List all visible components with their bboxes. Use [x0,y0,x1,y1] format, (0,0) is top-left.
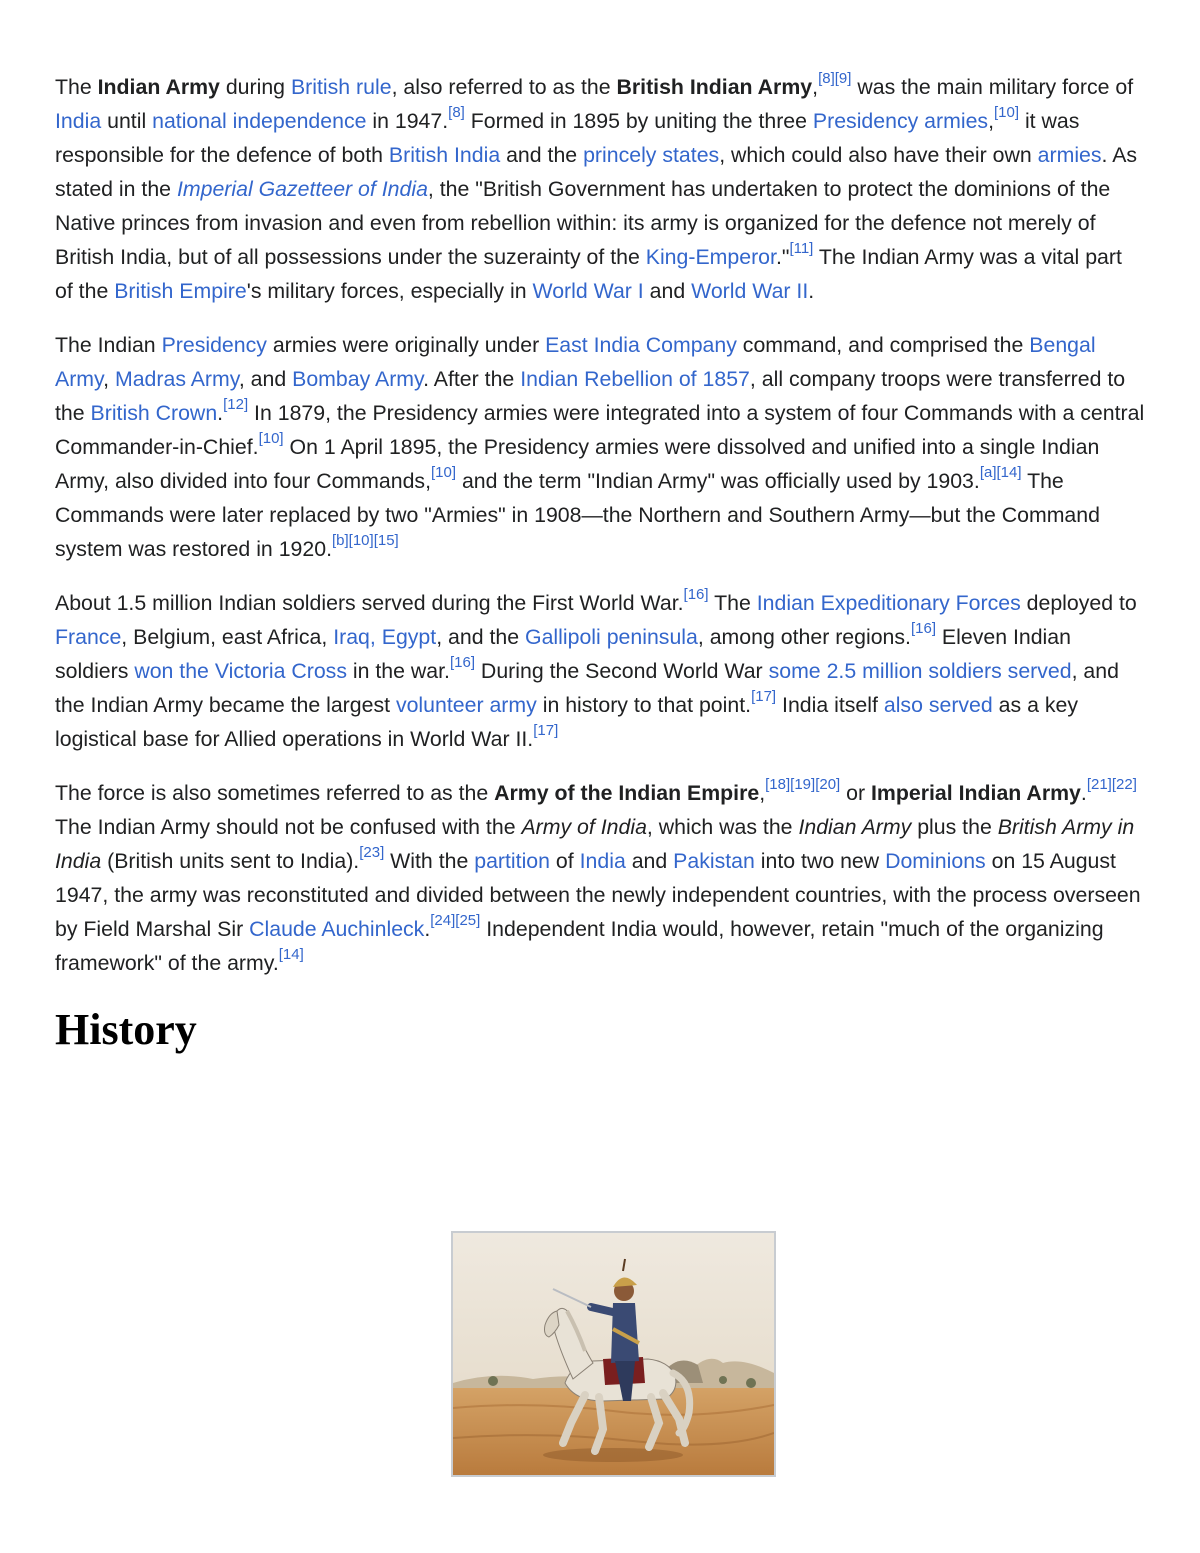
citation-link[interactable]: [14] [278,945,304,963]
bold-term-indian-army: Indian Army [97,75,220,99]
citation-link[interactable]: [11] [789,239,814,257]
citation-link[interactable]: [10] [258,429,284,447]
citation [223,396,248,413]
citation [359,844,384,861]
citation [994,104,1019,121]
citation [431,464,456,481]
citation [533,722,558,739]
citation [1087,776,1137,793]
italic-term-army-of-india: Army of India [521,815,647,839]
link-world-war-ii[interactable]: World War II [691,279,809,303]
citation-link[interactable]: [19] [790,775,816,793]
link-victoria-cross[interactable]: won the Victoria Cross [134,659,347,683]
link-indian-rebellion-1857[interactable]: Indian Rebellion of 1857 [520,367,750,391]
citation-link[interactable]: [10] [348,531,374,549]
link-armies[interactable]: armies [1037,143,1102,167]
link-british-rule[interactable]: British rule [290,75,392,99]
link-british-india[interactable]: British India [388,143,501,167]
link-national-independence[interactable]: national independence [152,109,367,133]
citation-link[interactable]: [16] [449,653,476,671]
citation-link[interactable]: [20] [815,775,841,793]
citation [765,776,840,793]
citation-link[interactable]: [25] [455,911,481,929]
link-dominions[interactable]: Dominions [885,849,986,873]
citation-link[interactable]: [12] [223,395,249,413]
link-east-india-company[interactable]: East India Company [545,333,737,357]
citation-link[interactable]: [14] [996,463,1022,481]
link-presidency-armies[interactable]: Presidency armies [812,109,989,133]
link-egypt[interactable]: Egypt [381,625,437,649]
citation [279,946,304,963]
link-iraq[interactable]: Iraq [333,625,370,649]
link-imperial-gazetteer[interactable]: Imperial Gazetteer of India [176,177,428,201]
citation [450,654,475,671]
citation [751,688,776,705]
link-pakistan[interactable]: Pakistan [673,849,755,873]
citation-link[interactable]: [b] [331,531,349,549]
bold-term-british-indian-army: British Indian Army [616,75,813,99]
history-figure-image[interactable] [451,1231,776,1477]
italic-term-indian-army: Indian Army [798,815,912,839]
citation-link[interactable]: [15] [373,531,399,549]
citation [818,70,851,87]
citation [259,430,284,447]
citation [789,240,813,257]
link-2-5-million-soldiers[interactable]: some 2.5 million soldiers served [768,659,1072,683]
link-gallipoli-peninsula[interactable]: Gallipoli peninsula [525,625,698,649]
citation-link[interactable]: [22] [1111,775,1137,793]
link-claude-auchinleck[interactable]: Claude Auchinleck [249,917,425,941]
citation-link[interactable]: [17] [751,687,777,705]
paragraph-intro: The Indian Army during British rule, also referred to as the British Indian Army,[8][9] was the main military force of India until national independence in 1947.[8] Formed in 1895 by uniting the three Presidency armies,[10] it was responsible for the defence of both British India and the princely states, which could also have their own armies. As stated in the Imperial Gazetteer of India, the "British Government has undertaken to protect the dominions of the Native princes from invasion and even from rebellion within: its army is organized for the defence not merely of British India, but of all possessions under the suzerainty of the King-Emperor."[11] The Indian Army was a vital part of the British Empire's military forces, especially in World War I and World War II. [55,69,1138,303]
citation-link[interactable]: [24] [430,911,456,929]
citation-link[interactable]: [16] [683,585,709,603]
link-indian-expeditionary-forces[interactable]: Indian Expeditionary Forces [756,591,1021,615]
citation [332,532,399,549]
link-king-emperor[interactable]: King-Emperor [645,245,776,269]
citation-link[interactable]: [10] [994,103,1020,121]
citation [911,620,936,637]
citation-link[interactable]: [8] [448,103,465,121]
citation-link[interactable]: [a] [979,463,997,481]
link-india[interactable]: India [579,849,626,873]
italic-term-british-army-in-india: British Army in India [55,815,1135,873]
link-british-crown[interactable]: British Crown [90,401,218,425]
link-volunteer-army[interactable]: volunteer army [395,693,537,717]
citation-link[interactable]: [10] [431,463,457,481]
citation [980,464,1022,481]
link-presidency[interactable]: Presidency [161,333,267,357]
article-body [55,70,1145,1060]
citation-link[interactable]: [21] [1086,775,1112,793]
citation [448,104,465,121]
link-india[interactable]: India [55,109,102,133]
link-world-war-i[interactable]: World War I [532,279,644,303]
link-madras-army[interactable]: Madras Army [114,367,239,391]
citation-link[interactable]: [23] [359,843,385,861]
link-bengal-army[interactable]: Bengal Army [55,333,1096,391]
link-partition[interactable]: partition [474,849,550,873]
link-british-empire[interactable]: British Empire [114,279,247,303]
paragraph-names-partition: The force is also sometimes referred to as the Army of the Indian Empire,[18][19][20] or Imperial Indian Army.[21][22] The Indian Army should not be confused with the Army of India, which was the Indian Army plus the British Army in India (British units sent to India).[23] With the partition of India and Pakistan into two new Dominions on 15 August 1947, the army was reconstituted and divided between the newly independent countries, with the process overseen by Field Marshal Sir Claude Auchinleck.[24][25] Independent India would, however, retain "much of the organizing framework" of the army.[14] [55,775,1141,975]
bold-term-imperial-indian-army: Imperial Indian Army [871,781,1081,805]
bold-term-army-of-indian-empire: Army of the Indian Empire [494,781,760,805]
citation [684,586,709,603]
link-princely-states[interactable]: princely states [583,143,720,167]
link-france[interactable]: France [55,625,122,649]
paragraph-world-wars: About 1.5 million Indian soldiers served during the First World War.[16] The Indian Expeditionary Forces deployed to France, Belgium, east Africa, Iraq, Egypt, and the Gallipoli peninsula, among other regions.[16] Eleven Indian soldiers won the Victoria Cross in the war.[16] During the Second World War some 2.5 million soldiers served, and the Indian Army became the largest volunteer army in history to that point.[17] India itself also served as a key logistical base for Allied operations in World War II.[17] [55,585,1137,751]
citation-link[interactable]: [8] [818,69,835,87]
section-heading-history: History [55,1005,197,1054]
link-bombay-army[interactable]: Bombay Army [292,367,424,391]
link-also-served[interactable]: also served [883,693,993,717]
cavalry-soldier-painting-icon [453,1233,774,1475]
citation-link[interactable]: [9] [834,69,852,87]
citation-link[interactable]: [16] [910,619,936,637]
paragraph-presidency-armies: The Indian Presidency armies were originally under East India Company command, and comprised the Bengal Army, Madras Army, and Bombay Army. After the Indian Rebellion of 1857, all company troops were transferred to the British Crown.[12] In 1879, the Presidency armies were integrated into a system of four Commands with a central Commander-in-Chief.[10] On 1 April 1895, the Presidency armies were dissolved and unified into a single Indian Army, also divided into four Commands,[10] and the term "Indian Army" was officially used by 1903.[a][14] The Commands were later replaced by two "Armies" in 1908—the Northern and Southern Army—but the Command system was restored in 1920.[b][10][15] [55,333,1145,561]
citation-link[interactable]: [18] [765,775,791,793]
citation-link[interactable]: [17] [533,721,559,739]
citation [430,912,480,929]
